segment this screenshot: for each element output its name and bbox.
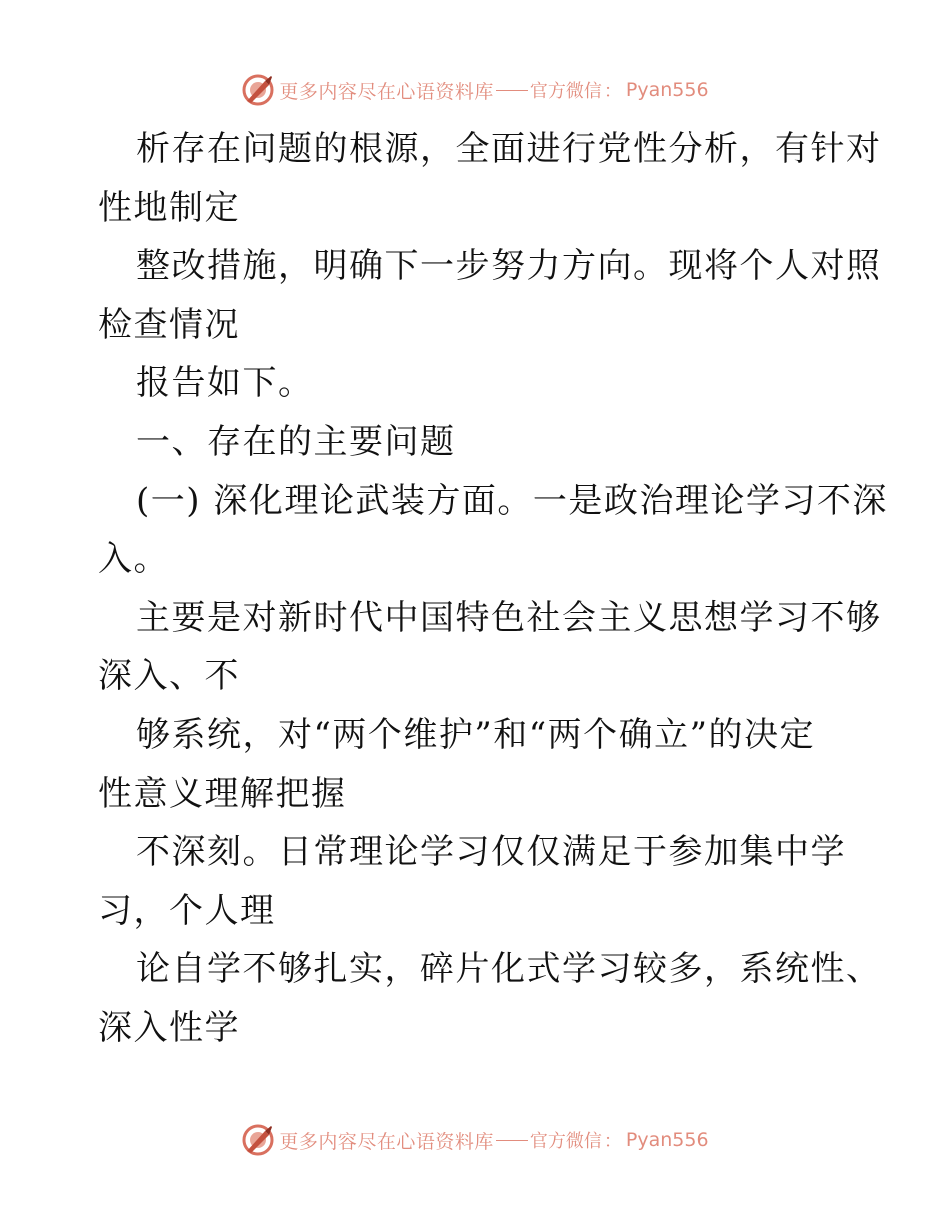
paragraph bbox=[98, 472, 888, 589]
text-line: (一) 深化理论武装方面。一是政治理论学习不深 bbox=[136, 480, 888, 521]
watermark-text: 更多内容尽在心语资料库 bbox=[279, 1130, 494, 1153]
watermark-wechat-id: Pyan556 bbox=[625, 1129, 709, 1151]
fountain-pen-logo-icon bbox=[241, 1123, 275, 1157]
paragraph bbox=[98, 823, 858, 940]
watermark-text: 更多内容尽在心语资料库 bbox=[279, 80, 494, 103]
watermark-colon: ： bbox=[603, 81, 622, 102]
text-line: 不深刻。日常理论学习仅仅满足于参加集中学 bbox=[136, 832, 846, 873]
paragraph bbox=[98, 354, 858, 413]
text-line: 报告如下。 bbox=[136, 363, 314, 404]
watermark-colon: ： bbox=[603, 1131, 622, 1152]
text-line: 深入、不 bbox=[98, 656, 240, 697]
footer-watermark bbox=[0, 1120, 950, 1160]
paragraph bbox=[98, 940, 882, 1057]
document-body bbox=[98, 120, 888, 1058]
header-watermark bbox=[0, 70, 950, 110]
section-heading bbox=[98, 413, 858, 472]
text-line: 检查情况 bbox=[98, 304, 240, 345]
text-line: 够系统，对“两个维护”和“两个确立”的决定 bbox=[136, 714, 816, 755]
paragraph bbox=[98, 120, 882, 237]
watermark-dash bbox=[496, 1140, 528, 1141]
text-line: 性地制定 bbox=[98, 187, 240, 228]
text-line: 一、存在的主要问题 bbox=[136, 421, 456, 462]
text-line: 论自学不够扎实，碎片化式学习较多，系统性、 bbox=[136, 949, 882, 990]
text-line: 性意义理解把握 bbox=[98, 773, 347, 814]
watermark-dash bbox=[496, 90, 528, 91]
paragraph bbox=[98, 237, 882, 354]
text-line: 深入性学 bbox=[98, 1007, 240, 1048]
text-line: 主要是对新时代中国特色社会主义思想学习不够 bbox=[136, 597, 882, 638]
text-line: 整改措施，明确下一步努力方向。现将个人对照 bbox=[136, 246, 882, 287]
paragraph bbox=[98, 706, 858, 823]
watermark-wechat-label: 官方微信 bbox=[529, 81, 602, 102]
fountain-pen-logo-icon bbox=[241, 73, 275, 107]
paragraph bbox=[98, 589, 882, 706]
text-line: 析存在问题的根源，全面进行党性分析，有针对 bbox=[136, 129, 882, 169]
watermark-wechat-id: Pyan556 bbox=[625, 79, 709, 101]
text-line: 入。 bbox=[98, 539, 169, 580]
watermark-wechat-label: 官方微信 bbox=[529, 1131, 602, 1152]
text-line: 习，个人理 bbox=[98, 890, 276, 931]
